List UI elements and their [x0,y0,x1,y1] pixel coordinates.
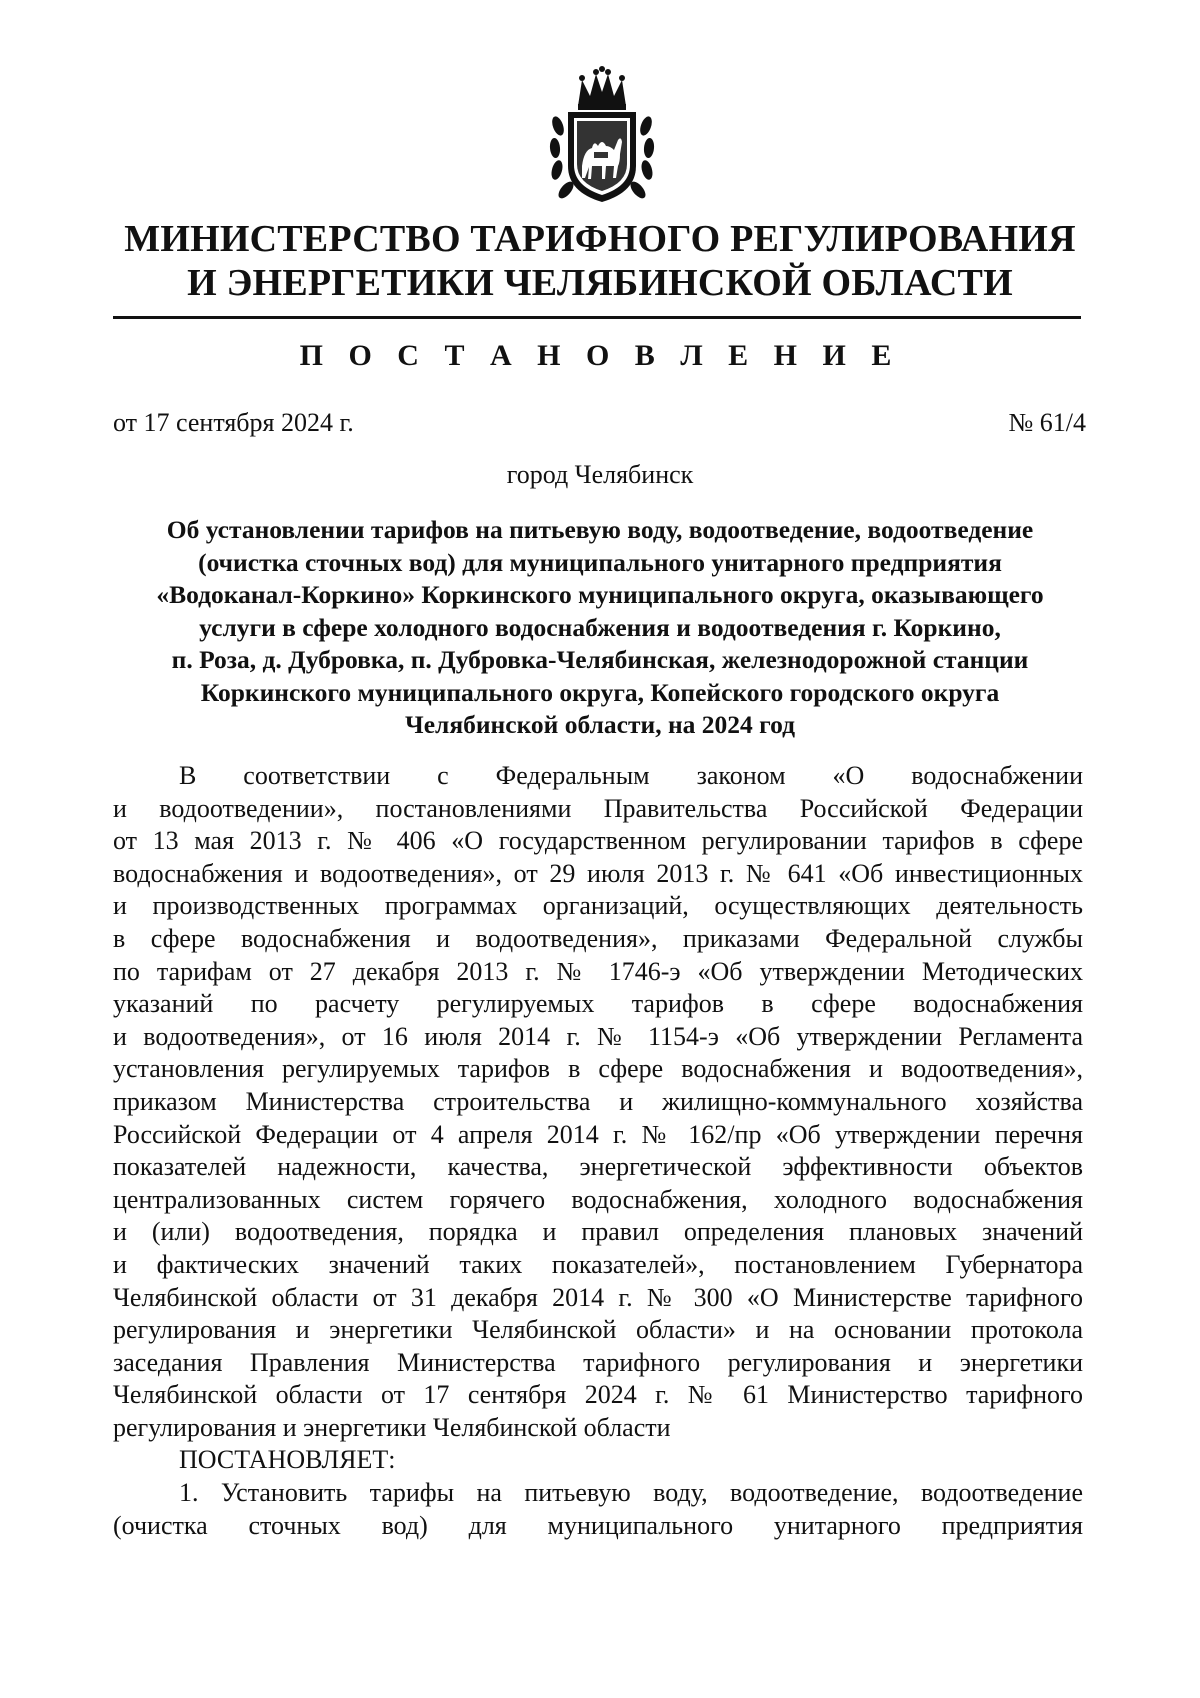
body-line: и водоотведения», от 16 июля 2014 г. № 1154-э «Об утверждении Регламента [113,1021,1083,1051]
title-line: Коркинского муниципального округа, Копейского городского округа [200,677,1000,707]
document-type: П О С Т А Н О В Л Е Н И Е [299,339,901,372]
title-line: услуги в сфере холодного водоснабжения и водоотведения г. Коркино, [199,612,1001,642]
body-line: Челябинской области от 17 сентября 2024 г. № 61 Министерство тарифного [113,1380,1083,1410]
body-line: Российской Федерации от 4 апреля 2014 г. № 162/пр «Об утверждении перечня [113,1119,1083,1149]
header-divider [113,316,1081,319]
body-line: централизованных систем горячего водоснабжения, холодного водоснабжения [113,1184,1083,1214]
body-line: установления регулируемых тарифов в сфере водоснабжения и водоотведения», [113,1054,1083,1084]
document-date: от 17 сентября 2024 г. [113,408,354,437]
item-line: 1. Установить тарифы на питьевую воду, водоотведение, водоотведение [179,1478,1083,1508]
title-line: (очистка сточных вод) для муниципального унитарного предприятия [198,547,1002,577]
title-line: Челябинской области, на 2024 год [404,710,796,739]
item-line: (очистка сточных вод) для муниципального унитарного предприятия [113,1510,1083,1540]
body-line: указаний по расчету регулируемых тарифов в сфере водоснабжения [113,989,1083,1019]
document-city: город Челябинск [506,460,694,489]
body-line: от 13 мая 2013 г. № 406 «О государственном регулировании тарифов в сфере [113,826,1083,856]
body-line: регулирования и энергетики Челябинской области [113,1412,671,1442]
ministry-name-line1: МИНИСТЕРСТВО ТАРИФНОГО РЕГУЛИРОВАНИЯ [124,218,1076,260]
title-line: «Водоканал-Коркино» Коркинского муниципального округа, оказывающего [156,580,1044,609]
title-line: п. Роза, д. Дубровка, п. Дубровка-Челябинская, железнодорожной станции [171,645,1029,674]
ministry-name-line2: И ЭНЕРГЕТИКИ ЧЕЛЯБИНСКОЙ ОБЛАСТИ [187,262,1013,304]
body-line: приказом Министерства строительства и жилищно-коммунального хозяйства [113,1086,1083,1116]
body-line: и производственных программах организаций, осуществляющих деятельность [113,891,1083,921]
title-line: Об установлении тарифов на питьевую воду, водоотведение, водоотведение [166,515,1034,544]
body-line: показателей надежности, качества, энергетической эффективности объектов [113,1152,1083,1182]
body-line: в сфере водоснабжения и водоотведения», приказами Федеральной службы [113,923,1083,953]
body-line: и водоотведении», постановлениями Правительства Российской Федерации [113,793,1083,823]
document-title [112,514,1088,742]
document-body [113,760,1083,1542]
body-line: Челябинской области от 31 декабря 2014 г. № 300 «О Министерстве тарифного [113,1282,1083,1312]
body-line: по тарифам от 27 декабря 2013 г. № 1746-э «Об утверждении Методических [113,956,1083,986]
body-line: регулирования и энергетики Челябинской области» и на основании протокола [113,1315,1083,1345]
body-line: В соответствии с Федеральным законом «О водоснабжении [179,761,1083,790]
document-number: № 61/4 [1008,408,1086,437]
body-line: заседания Правления Министерства тарифного регулирования и энергетики [113,1347,1083,1377]
body-line: и (или) водоотведения, порядка и правил определения плановых значений [113,1217,1083,1247]
body-line: водоснабжения и водоотведения», от 29 июля 2013 г. № 641 «Об инвестиционных [113,858,1083,888]
body-line: и фактических значений таких показателей», постановлением Губернатора [113,1249,1083,1279]
decree-word: ПОСТАНОВЛЯЕТ: [179,1445,396,1475]
chelyabinsk-coat-of-arms-icon [548,66,656,208]
